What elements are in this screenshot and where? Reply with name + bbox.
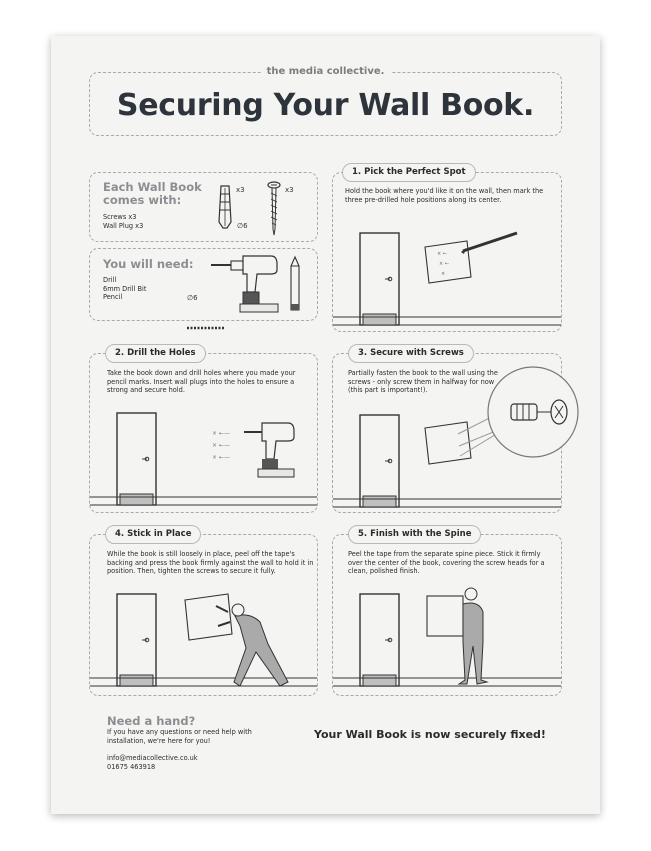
step-4-text: While the book is still loosely in place, peel off the tape's backing and press the book firmly against the wall to hold it in position. Then, tighten the screws to secure it fully. <box>107 550 314 576</box>
step-4-title: 4. Stick in Place <box>105 525 201 544</box>
wall-plug-qty: x3 <box>236 186 245 194</box>
svg-text:× ←: × ← <box>437 251 447 257</box>
comes-with-list <box>103 213 143 230</box>
you-will-need-list <box>103 276 146 302</box>
final-message: Your Wall Book is now securely fixed! <box>314 728 546 741</box>
you-will-need-heading: You will need: <box>103 257 194 271</box>
step-3-text: Partially fasten the book to the wall using the screws - only screw them in halfway for now (this part is important!). <box>348 369 498 395</box>
step-1-text: Hold the book where you'd like it on the wall, then mark the three pre-drilled hole positions along its center. <box>345 187 544 204</box>
step-5-title: 5. Finish with the Spine <box>348 525 481 544</box>
step-1-illustration <box>333 221 561 329</box>
instruction-sheet <box>51 36 600 814</box>
svg-text:× ←—: × ←— <box>212 442 230 449</box>
screw-icon <box>266 181 282 237</box>
step-2-title: 2. Drill the Holes <box>105 344 206 363</box>
contact-details <box>107 754 198 771</box>
list-item: Drill <box>103 276 117 284</box>
step-3-illustration <box>333 346 579 510</box>
drill-bit-icon <box>185 324 229 332</box>
step-1-title: 1. Pick the Perfect Spot <box>342 163 476 182</box>
brand-name: the media collective. <box>266 66 385 77</box>
step-5-illustration <box>333 582 561 692</box>
pencil-icon <box>289 256 301 314</box>
list-item: Pencil <box>103 293 123 301</box>
svg-text:× ←: × ← <box>439 261 449 267</box>
list-item: 6mm Drill Bit <box>103 284 147 293</box>
svg-text:×: × <box>441 271 446 277</box>
contact-phone[interactable]: 01675 463918 <box>107 762 156 771</box>
svg-text:× ←—: × ←— <box>212 430 230 437</box>
help-text: If you have any questions or need help with installation, we're here for you! <box>107 728 252 745</box>
contact-email[interactable]: info@mediacollective.co.uk <box>107 754 198 762</box>
page-title: Securing Your Wall Book. <box>116 88 535 123</box>
list-item: Screws x3 <box>103 213 137 221</box>
diameter-label: ∅6 <box>237 222 248 230</box>
list-item: Wall Plug x3 <box>103 221 144 230</box>
screw-qty: x3 <box>285 186 294 194</box>
drill-bit-diameter: ∅6 <box>187 294 198 302</box>
step-4-illustration <box>90 582 317 692</box>
help-heading: Need a hand? <box>107 714 196 728</box>
svg-text:× ←—: × ←— <box>212 454 230 461</box>
step-5-text: Peel the tape from the separate spine piece. Stick it firmly over the center of the book, covering the screw heads for a clean, polished finish. <box>348 550 545 576</box>
step-2-illustration <box>90 401 317 509</box>
step-3-title: 3. Secure with Screws <box>348 344 474 363</box>
step-2-text: Take the book down and drill holes where you made your pencil marks. Insert wall plugs into the holes to ensure a strong and secure hold. <box>107 369 296 395</box>
comes-with-heading: Each Wall Book comes with: <box>103 180 202 207</box>
drill-icon <box>209 252 289 314</box>
